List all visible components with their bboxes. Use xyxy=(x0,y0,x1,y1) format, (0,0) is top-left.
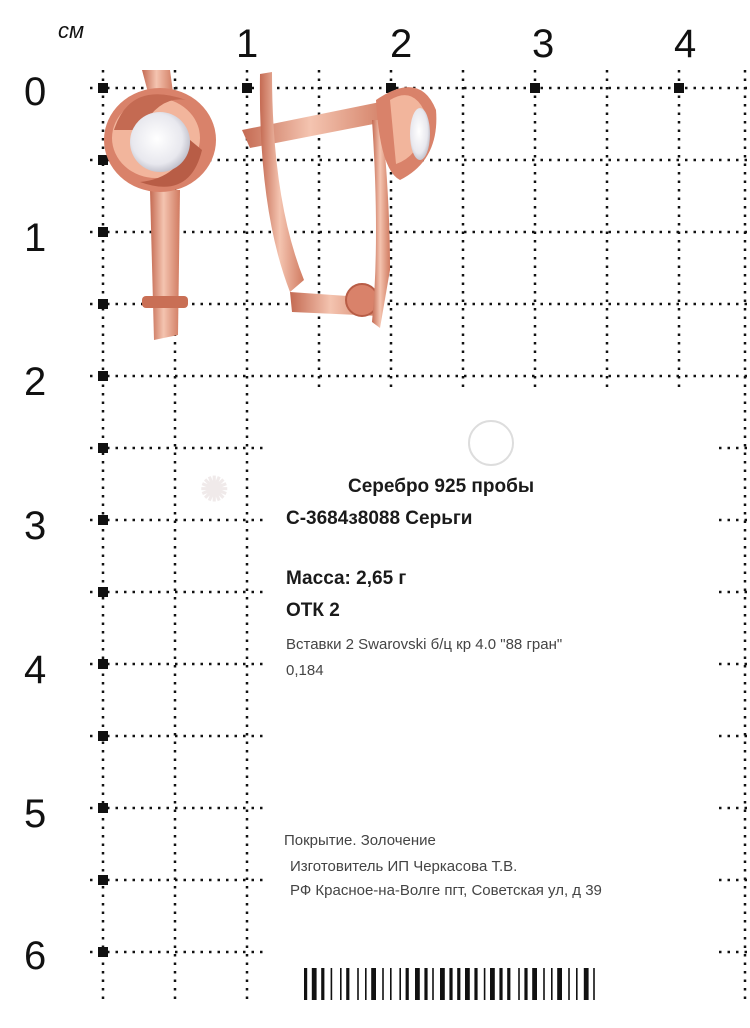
label-line2: С-3684з8088 Серьги xyxy=(286,508,473,529)
barcode-bar xyxy=(576,968,578,1000)
barcode-bar xyxy=(399,968,401,1000)
barcode-bar xyxy=(484,968,486,1000)
barcode-bar xyxy=(365,968,367,1000)
grid-major-mark xyxy=(98,875,108,885)
label-otk: ОТК 2 xyxy=(286,600,340,621)
barcode-bar xyxy=(304,968,307,1000)
barcode-bar xyxy=(449,968,452,1000)
earring-side xyxy=(242,72,436,328)
barcode-bar xyxy=(499,968,502,1000)
barcode-bar xyxy=(321,968,324,1000)
grid-major-mark xyxy=(674,83,684,93)
barcode-bar xyxy=(415,968,420,1000)
crystal-stone xyxy=(130,112,190,172)
barcode-bar xyxy=(440,968,445,1000)
ruler-left-2: 2 xyxy=(24,360,47,404)
barcode-bar xyxy=(382,968,384,1000)
barcode-bar xyxy=(568,968,570,1000)
barcode-bar xyxy=(593,968,595,1000)
ruler-left-0: 0 xyxy=(24,70,47,114)
barcode-bar xyxy=(432,968,434,1000)
ruler-top-3: 3 xyxy=(532,22,555,66)
barcode-bar xyxy=(490,968,495,1000)
grid-major-mark xyxy=(98,947,108,957)
ruler-left-4: 4 xyxy=(24,648,47,692)
barcode-bar xyxy=(340,968,342,1000)
barcode-bar xyxy=(557,968,562,1000)
ruler-top-1: 1 xyxy=(236,22,259,66)
watermark-logo: ✺ xyxy=(200,471,229,509)
grid-major-mark xyxy=(98,587,108,597)
barcode-bar xyxy=(390,968,392,1000)
tag-hole xyxy=(468,420,514,466)
barcode-bar xyxy=(474,968,477,1000)
ruler-left-3: 3 xyxy=(24,504,47,548)
label-address: РФ Красное-на-Волге пгт, Советская ул, д 39 xyxy=(290,882,602,899)
ruler-left-6: 6 xyxy=(24,934,47,978)
barcode-bar xyxy=(465,968,470,1000)
label-mass: Масса: 2,65 г xyxy=(286,568,407,589)
grid-major-mark xyxy=(98,803,108,813)
earrings-photo xyxy=(90,60,550,420)
barcode-bar xyxy=(346,968,349,1000)
barcode xyxy=(300,968,720,1000)
barcode-bar xyxy=(507,968,510,1000)
label-inserts: Вставки 2 Swarovski б/ц кр 4.0 "88 гран" xyxy=(286,636,563,653)
barcode-bar xyxy=(406,968,409,1000)
barcode-bar xyxy=(551,968,553,1000)
ruler-left-5: 5 xyxy=(24,792,47,836)
unit-label: см xyxy=(58,18,85,43)
label-coating: Покрытие. Золочение xyxy=(284,832,436,849)
label-inserts-weight: 0,184 xyxy=(286,662,324,679)
grid-major-mark xyxy=(98,443,108,453)
barcode-bar xyxy=(543,968,545,1000)
barcode-bar xyxy=(518,968,520,1000)
barcode-bar xyxy=(357,968,359,1000)
grid-major-mark xyxy=(98,515,108,525)
barcode-bar xyxy=(312,968,317,1000)
label-line1: Серебро 925 пробы xyxy=(348,476,535,497)
barcode-bar xyxy=(584,968,589,1000)
grid-major-mark xyxy=(98,659,108,669)
earring-front xyxy=(104,70,216,340)
barcode-bar xyxy=(457,968,460,1000)
barcode-bar xyxy=(371,968,376,1000)
ruler-top-4: 4 xyxy=(674,22,697,66)
barcode-bar xyxy=(532,968,537,1000)
label-maker: Изготовитель ИП Черкасова Т.В. xyxy=(290,858,518,875)
barcode-bar xyxy=(424,968,427,1000)
barcode-bar xyxy=(331,968,333,1000)
grid-major-mark xyxy=(98,731,108,741)
ruler-left-1: 1 xyxy=(24,216,47,260)
barcode-bar xyxy=(524,968,527,1000)
ruler-top-2: 2 xyxy=(390,22,413,66)
